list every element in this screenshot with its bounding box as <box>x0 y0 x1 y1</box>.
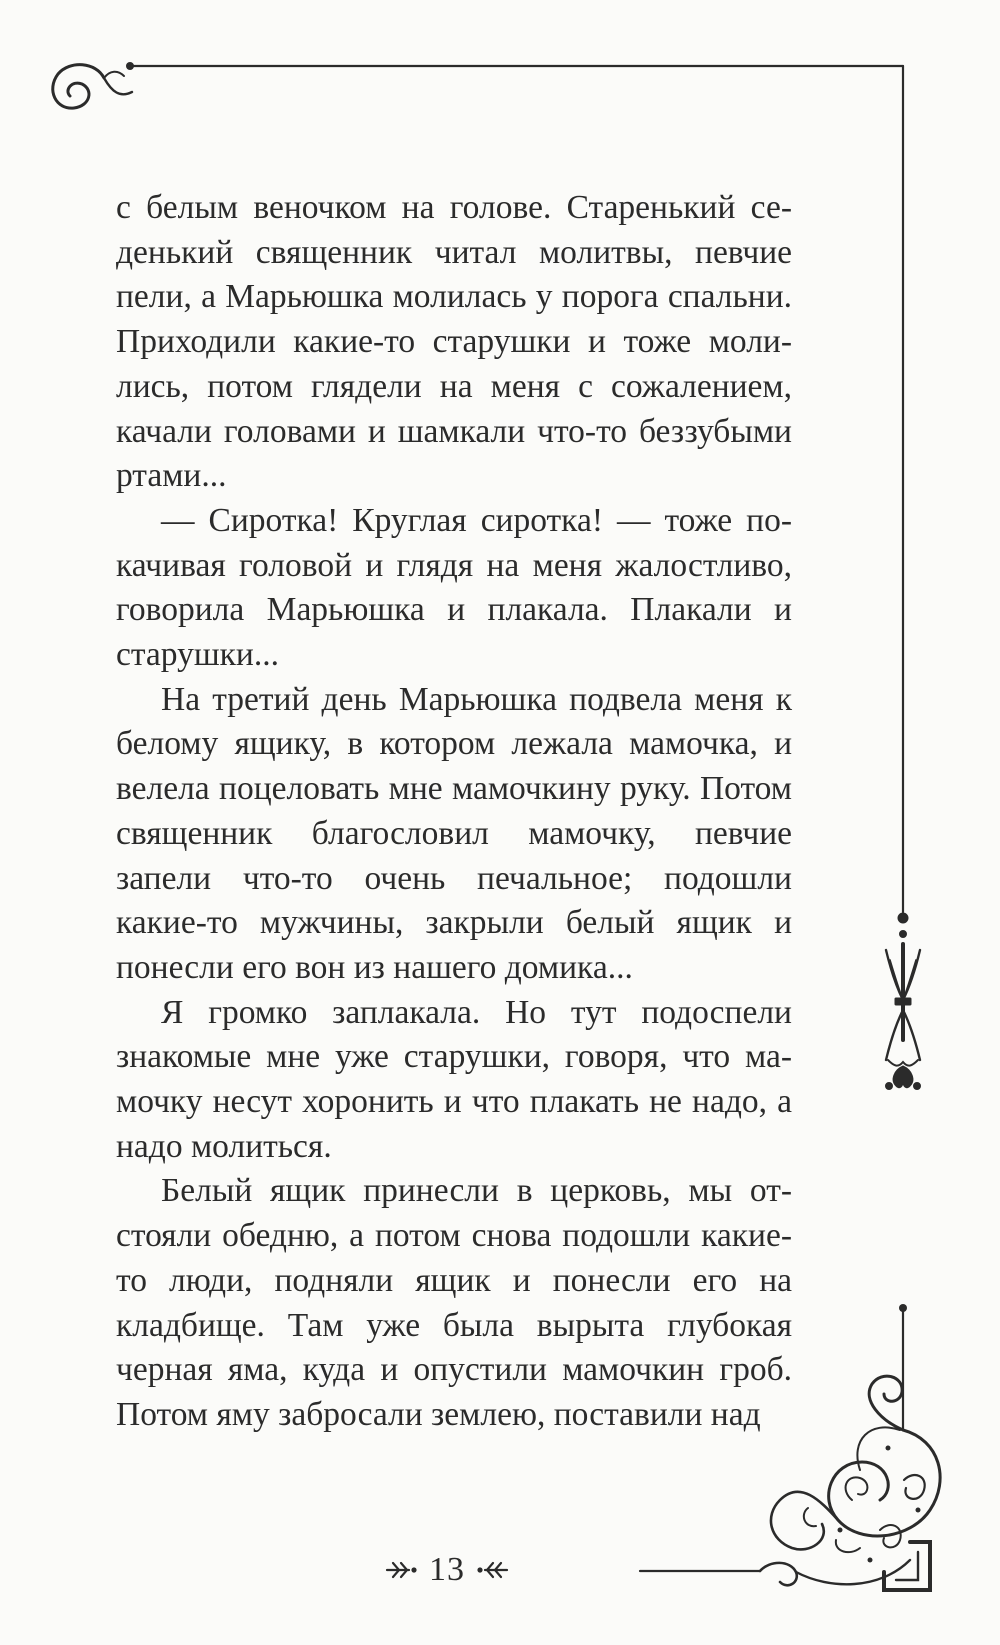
paragraph: Я громко заплакала. Но тут подоспели знакомые мне уже старушки, говоря, что мамочку несут хоронить и что плакать не надо, а надо молиться. <box>116 993 792 1165</box>
paragraph: Белый ящик принесли в церковь, мы отстояли обедню, а потом снова подошли какие-то люди, подняли ящик и понесли его на кладбище. Там уже была вырыта глубокая черная яма, куда и опустили мамочкин гроб. Потом яму забросали землею, поставили над <box>116 1172 792 1433</box>
folio-arrow-icon <box>475 1560 509 1580</box>
paragraph: с белым веночком на голове. Старенький седенький священник читал молитвы, певчие пели, а Марьюшка молилась у порога спальни. Приходили какие-то старушки и тоже молились, потом глядели на меня с сожалением, качали головами и шамкали что-то беззубыми ртами... <box>116 189 792 495</box>
paragraph: На третий день Марьюшка подвела меня к белому ящику, в котором лежала мамочка, и велела поцеловать мне мамочкину руку. Потом священник благословил мамочку, певчие запели что-то очень печальное; подошли какие-то мужчины, закрыли белый ящик и понесли его вон из нашего домика... <box>116 680 792 986</box>
fleuron-icon <box>886 913 921 1090</box>
paragraph: — Сиротка! Круглая сиротка! — тоже покачивая головой и глядя на меня жалостливо, говорила Марьюшка и плакала. Плакали и старушки... <box>116 501 792 674</box>
folio-arrow-icon <box>385 1560 419 1580</box>
scroll-flourish-icon <box>53 65 132 109</box>
body-text <box>116 186 792 1438</box>
page-folio <box>372 1550 522 1590</box>
page-number: 13 <box>429 1551 465 1588</box>
